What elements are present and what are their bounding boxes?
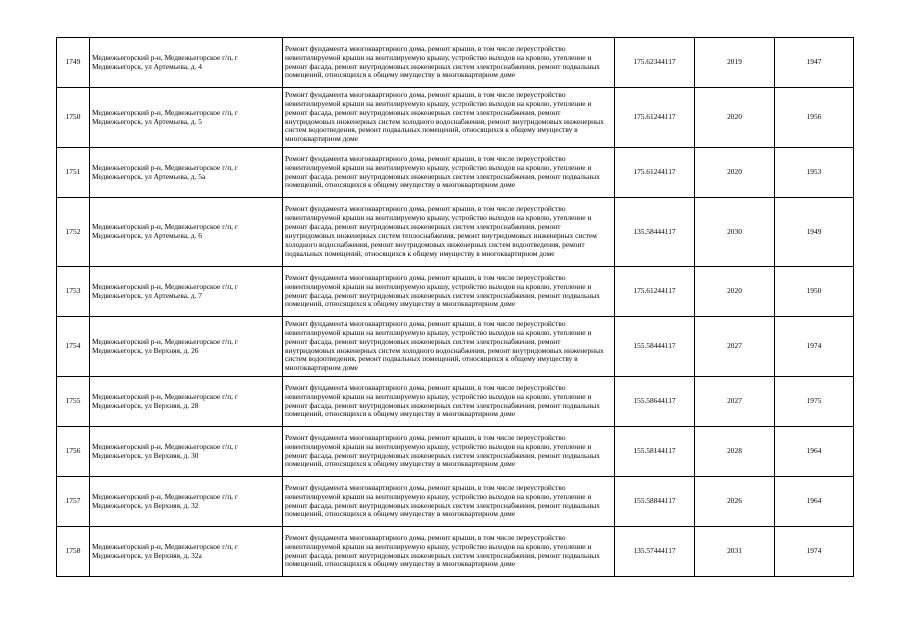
repair-cost: 175.61244117 <box>615 148 695 198</box>
building-address: Медвежьегорский р-н, Медвежьегорское г/п, г Медвежьегорск, ул Верхняя, д. 28 <box>90 377 283 427</box>
construction-year: 1949 <box>775 198 854 267</box>
table-row <box>57 427 854 477</box>
building-address: Медвежьегорский р-н, Медвежьегорское г/п, г Медвежьегорск, ул Верхняя, д. 32а <box>90 527 283 577</box>
building-address: Медвежьегорский р-н, Медвежьегорское г/п, г Медвежьегорск, ул Верхняя, д. 32 <box>90 477 283 527</box>
table-row <box>57 148 854 198</box>
planned-year: 2027 <box>695 317 775 377</box>
table-row <box>57 267 854 317</box>
repair-works: Ремонт фундамента многоквартирного дома, ремонт крыши, в том числе переустройство невентилируемой крыши на вентилируемую крышу, устройство выходов на кровлю, утепление и ремонт фасада, ремонт внутридомовых инженерных систем электроснабжения, ремонт внутридомовых инженерных систем холодного водоснабжения, ремонт внутридомовых инженерных систем водоотведения, ремонт подвальных помещений, относящихся к общему имуществу в многоквартирном доме <box>283 88 615 148</box>
repair-cost: 135.58444117 <box>615 198 695 267</box>
row-number: 1754 <box>57 317 90 377</box>
repair-works: Ремонт фундамента многоквартирного дома, ремонт крыши, в том числе переустройство невентилируемой крыши на вентилируемую крышу, устройство выходов на кровлю, утепление и ремонт фасада, ремонт внутридомовых инженерных систем электроснабжения, ремонт подвальных помещений, относящихся к общему имуществу в многоквартирном доме <box>283 148 615 198</box>
repair-cost: 155.58844117 <box>615 477 695 527</box>
row-number: 1753 <box>57 267 90 317</box>
construction-year: 1964 <box>775 477 854 527</box>
planned-year: 2020 <box>695 267 775 317</box>
repair-cost: 175.62344117 <box>615 38 695 88</box>
row-number: 1758 <box>57 527 90 577</box>
repair-cost: 175.61244117 <box>615 88 695 148</box>
construction-year: 1956 <box>775 88 854 148</box>
planned-year: 2027 <box>695 377 775 427</box>
repair-works: Ремонт фундамента многоквартирного дома, ремонт крыши, в том числе переустройство невентилируемой крыши на вентилируемую крышу, устройство выходов на кровлю, утепление и ремонт фасада, ремонт внутридомовых инженерных систем электроснабжения, ремонт подвальных помещений, относящихся к общему имуществу в многоквартирном доме <box>283 38 615 88</box>
row-number: 1757 <box>57 477 90 527</box>
building-address: Медвежьегорский р-н, Медвежьегорское г/п, г Медвежьегорск, ул Артемьева, д. 6 <box>90 198 283 267</box>
repair-cost: 135.57444117 <box>615 527 695 577</box>
construction-year: 1975 <box>775 377 854 427</box>
planned-year: 2019 <box>695 38 775 88</box>
table-row <box>57 317 854 377</box>
row-number: 1752 <box>57 198 90 267</box>
planned-year: 2026 <box>695 477 775 527</box>
construction-year: 1964 <box>775 427 854 477</box>
planned-year: 2020 <box>695 148 775 198</box>
repair-cost: 155.58444117 <box>615 317 695 377</box>
building-address: Медвежьегорский р-н, Медвежьегорское г/п, г Медвежьегорск, ул Артемьева, д. 7 <box>90 267 283 317</box>
repair-cost: 155.58144117 <box>615 427 695 477</box>
housing-repair-table <box>56 37 854 577</box>
repair-cost: 155.58644117 <box>615 377 695 427</box>
table-row <box>57 377 854 427</box>
planned-year: 2020 <box>695 88 775 148</box>
construction-year: 1953 <box>775 148 854 198</box>
table-row <box>57 527 854 577</box>
row-number: 1750 <box>57 88 90 148</box>
table-row <box>57 38 854 88</box>
row-number: 1751 <box>57 148 90 198</box>
construction-year: 1950 <box>775 267 854 317</box>
construction-year: 1974 <box>775 527 854 577</box>
repair-works: Ремонт фундамента многоквартирного дома, ремонт крыши, в том числе переустройство невентилируемой крыши на вентилируемую крышу, устройство выходов на кровлю, утепление и ремонт фасада, ремонт внутридомовых инженерных систем электроснабжения, ремонт подвальных помещений, относящихся к общему имуществу в многоквартирном доме <box>283 527 615 577</box>
row-number: 1749 <box>57 38 90 88</box>
construction-year: 1974 <box>775 317 854 377</box>
building-address: Медвежьегорский р-н, Медвежьегорское г/п, г Медвежьегорск, ул Верхняя, д. 30 <box>90 427 283 477</box>
repair-works: Ремонт фундамента многоквартирного дома, ремонт крыши, в том числе переустройство невентилируемой крыши на вентилируемую крышу, устройство выходов на кровлю, утепление и ремонт фасада, ремонт внутридомовых инженерных систем электроснабжения, ремонт внутридомовых инженерных систем теплоснабжения, ремонт внутридомовых инженерных систем холодного водоснабжения, ремонт внутридомовых инженерных систем водоотведения, ремонт подвальных помещений, относящихся к общему имуществу в многоквартирном доме <box>283 198 615 267</box>
repair-works: Ремонт фундамента многоквартирного дома, ремонт крыши, в том числе переустройство невентилируемой крыши на вентилируемую крышу, устройство выходов на кровлю, утепление и ремонт фасада, ремонт внутридомовых инженерных систем электроснабжения, ремонт подвальных помещений, относящихся к общему имуществу в многоквартирном доме <box>283 477 615 527</box>
table-row <box>57 477 854 527</box>
planned-year: 2030 <box>695 198 775 267</box>
row-number: 1756 <box>57 427 90 477</box>
building-address: Медвежьегорский р-н, Медвежьегорское г/п, г Медвежьегорск, ул Артемьева, д. 5а <box>90 148 283 198</box>
row-number: 1755 <box>57 377 90 427</box>
repair-cost: 175.61244117 <box>615 267 695 317</box>
table-row <box>57 88 854 148</box>
construction-year: 1947 <box>775 38 854 88</box>
building-address: Медвежьегорский р-н, Медвежьегорское г/п, г Медвежьегорск, ул Артемьева, д. 4 <box>90 38 283 88</box>
repair-works: Ремонт фундамента многоквартирного дома, ремонт крыши, в том числе переустройство невентилируемой крыши на вентилируемую крышу, устройство выходов на кровлю, утепление и ремонт фасада, ремонт внутридомовых инженерных систем электроснабжения, ремонт подвальных помещений, относящихся к общему имуществу в многоквартирном доме <box>283 267 615 317</box>
repair-works: Ремонт фундамента многоквартирного дома, ремонт крыши, в том числе переустройство невентилируемой крыши на вентилируемую крышу, устройство выходов на кровлю, утепление и ремонт фасада, ремонт внутридомовых инженерных систем электроснабжения, ремонт подвальных помещений, относящихся к общему имуществу в многоквартирном доме <box>283 427 615 477</box>
building-address: Медвежьегорский р-н, Медвежьегорское г/п, г Медвежьегорск, ул Артемьева, д. 5 <box>90 88 283 148</box>
repair-works: Ремонт фундамента многоквартирного дома, ремонт крыши, в том числе переустройство невентилируемой крыши на вентилируемую крышу, устройство выходов на кровлю, утепление и ремонт фасада, ремонт внутридомовых инженерных систем электроснабжения, ремонт подвальных помещений, относящихся к общему имуществу в многоквартирном доме <box>283 377 615 427</box>
table-row <box>57 198 854 267</box>
planned-year: 2031 <box>695 527 775 577</box>
planned-year: 2028 <box>695 427 775 477</box>
building-address: Медвежьегорский р-н, Медвежьегорское г/п, г Медвежьегорск, ул Верхняя, д. 26 <box>90 317 283 377</box>
repair-works: Ремонт фундамента многоквартирного дома, ремонт крыши, в том числе переустройство невентилируемой крыши на вентилируемую крышу, устройство выходов на кровлю, утепление и ремонт фасада, ремонт внутридомовых инженерных систем электроснабжения, ремонт внутридомовых инженерных систем холодного водоснабжения, ремонт внутридомовых инженерных систем водоотведения, ремонт подвальных помещений, относящихся к общему имуществу в многоквартирном доме <box>283 317 615 377</box>
